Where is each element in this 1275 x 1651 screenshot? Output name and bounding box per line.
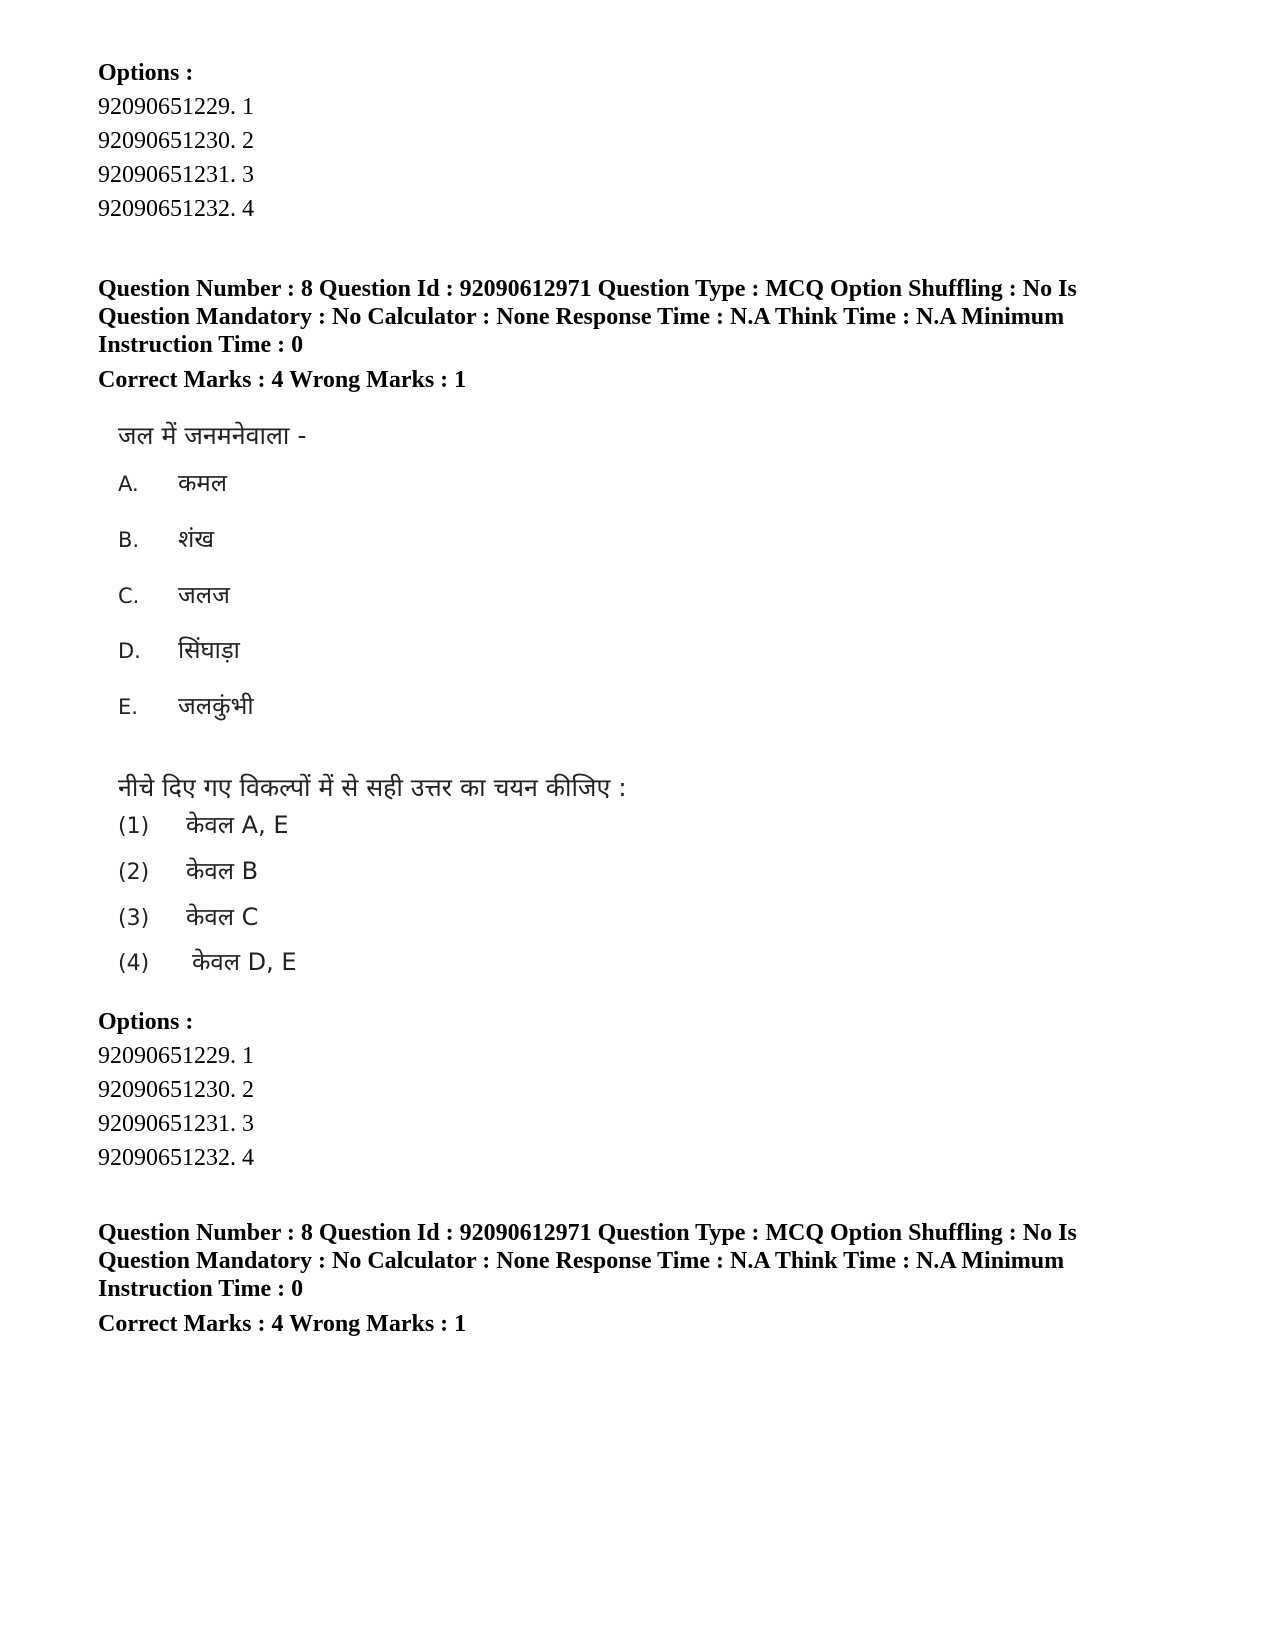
question-meta-line: Instruction Time : 0 [98,1276,304,1302]
option-line: 92090651230. 2 [98,128,254,154]
statement-label: E. [118,695,138,719]
statement-text: शंख [178,525,214,553]
marks-line: Correct Marks : 4 Wrong Marks : 1 [98,1311,467,1337]
option-line: 92090651230. 2 [98,1077,254,1103]
option-line: 92090651229. 1 [98,94,254,120]
choice-number: (2) [118,860,150,885]
question-instruction: नीचे दिए गए विकल्पों में से सही उत्तर का चयन कीजिए : [118,773,627,802]
answer-choice [118,808,289,841]
statement-text: कमल [178,469,228,497]
next-question-meta-block [98,1219,1188,1341]
statement-label: A. [118,472,139,496]
answer-choice [118,945,297,978]
statement-item [118,522,214,555]
bottom-options-block [98,1005,1188,1175]
option-line: 92090651229. 1 [98,1043,254,1069]
statement-label: D. [118,639,141,663]
choice-text: केवल A, E [186,811,289,839]
statement-text: सिंघाड़ा [178,636,240,664]
answer-choice [118,900,258,933]
question-meta-line: Question Number : 8 Question Id : 92090612971 Question Type : MCQ Option Shuffling : No Is [98,276,1077,302]
options-heading: Options : [98,1009,194,1035]
option-line: 92090651231. 3 [98,1111,254,1137]
choice-text: केवल D, E [192,948,297,976]
statement-text: जलकुंभी [178,692,254,720]
statement-label: C. [118,584,140,608]
question-meta-block [98,275,1188,397]
statement-item [118,466,227,499]
statement-label: B. [118,528,140,552]
statement-item [118,689,254,722]
option-line: 92090651231. 3 [98,162,254,188]
option-line: 92090651232. 4 [98,196,254,222]
choice-text: केवल B [186,857,259,885]
question-stem: जल में जनमनेवाला - [118,421,307,450]
question-meta-line: Question Mandatory : No Calculator : None Response Time : N.A Think Time : N.A Minimum [98,1248,1065,1274]
choice-number: (1) [118,814,150,839]
options-heading: Options : [98,60,194,86]
answer-choice [118,854,258,887]
statement-item [118,578,230,611]
top-options-block [98,56,1188,226]
statement-item [118,633,240,666]
marks-line: Correct Marks : 4 Wrong Marks : 1 [98,367,467,393]
choice-number: (3) [118,906,150,931]
choice-number: (4) [118,951,150,976]
question-meta-line: Question Number : 8 Question Id : 92090612971 Question Type : MCQ Option Shuffling : No Is [98,1220,1077,1246]
question-meta-line: Instruction Time : 0 [98,332,304,358]
option-line: 92090651232. 4 [98,1145,254,1171]
question-meta-line: Question Mandatory : No Calculator : None Response Time : N.A Think Time : N.A Minimum [98,304,1065,330]
choice-text: केवल C [186,903,259,931]
statement-text: जलज [178,581,230,609]
